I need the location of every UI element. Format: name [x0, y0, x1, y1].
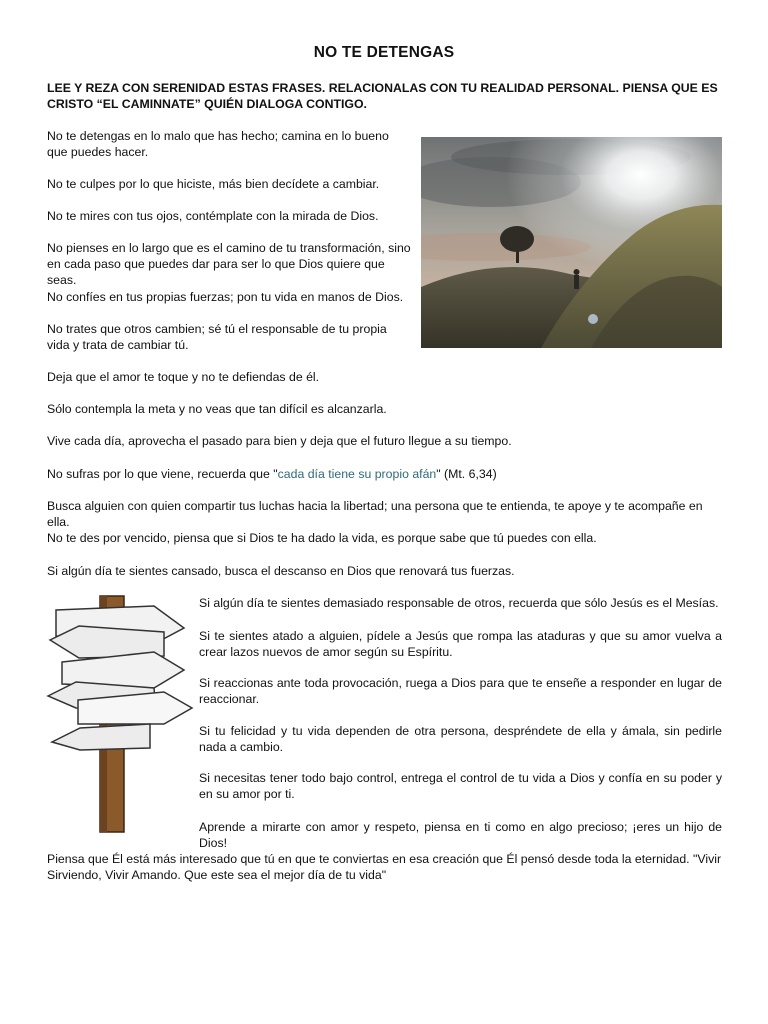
paragraph: No pienses en lo largo que es el camino de tu transformación, sino en cada paso que puedes dar para ser lo que Dios quiere que seas. [47, 241, 411, 287]
paragraph: Si necesitas tener todo bajo control, entrega el control de tu vida a Dios y confía en su poder y en su amor por ti. [199, 771, 722, 801]
paragraph: Si te sientes atado a alguien, pídele a Jesús que rompa las ataduras y que su amor vuelva a crear lazos nuevos de amor según su Espíritu. [199, 629, 722, 659]
page-title: NO TE DETENGAS [313, 44, 455, 61]
paragraph: No confíes en tus propias fuerzas; pon tu vida en manos de Dios. [47, 290, 404, 304]
paragraph: No te des por vencido, piensa que si Dios te ha dado la vida, es porque sabe que tú puedes con ella. [47, 531, 597, 545]
bible-quote: cada día tiene su propio afán [277, 467, 437, 481]
paragraph: Vive cada día, aprovecha el pasado para bien y deja que el futuro llegue a su tiempo. [47, 434, 512, 448]
quote-paragraph [47, 466, 727, 482]
paragraph: Si algún día te sientes demasiado responsable de otros, recuerda que sólo Jesús es el Mesías. [199, 596, 719, 610]
closing-paragraph: Piensa que Él está más interesado que tú en que te conviertas en esa creación que Él pensó desde toda la eternidad. "Vivir Sirviendo, Vivir Amando. Que este sea el mejor día de tu vida" [47, 852, 722, 882]
paragraph: Si algún día te sientes cansado, busca el descanso en Dios que renovará tus fuerzas. [47, 564, 515, 578]
paragraph: Busca alguien con quien compartir tus luchas hacia la libertad; una persona que te entienda, te apoye y te acompañe en ella. [47, 499, 703, 529]
paragraph: Si tu felicidad y tu vida dependen de otra persona, despréndete de ella y ámala, sin pedirle nada a cambio. [199, 724, 722, 754]
paragraph: No trates que otros cambien; sé tú el responsable de tu propia vida y trata de cambiar tú. [47, 322, 387, 352]
paragraph: Deja que el amor te toque y no te defiendas de él. [47, 370, 320, 384]
paragraph: Aprende a mirarte con amor y respeto, piensa en ti como en algo precioso; ¡eres un hijo de Dios! [199, 820, 722, 850]
paragraph: No te mires con tus ojos, contémplate con la mirada de Dios. [47, 209, 379, 223]
signpost-illustration [44, 592, 194, 836]
paragraph: No te detengas en lo malo que has hecho; camina en lo bueno que puedes hacer. [47, 129, 389, 159]
paragraph: Sólo contempla la meta y no veas que tan difícil es alcanzarla. [47, 402, 387, 416]
paragraph: Si reaccionas ante toda provocación, ruega a Dios para que te enseñe a responder en lugar de reaccionar. [199, 676, 722, 706]
landscape-photo [421, 137, 722, 348]
quote-suffix: " (Mt. 6,34) [436, 467, 497, 481]
paragraph: No te culpes por lo que hiciste, más bien decídete a cambiar. [47, 177, 380, 191]
quote-prefix: No sufras por lo que viene, recuerda que " [47, 467, 278, 481]
intro-instruction: LEE Y REZA CON SERENIDAD ESTAS FRASES. RELACIONALAS CON TU REALIDAD PERSONAL. PIENSA QUE ES CRISTO “EL CAMINNATE” QUIÉN DIALOGA CONTIGO. [47, 81, 718, 111]
